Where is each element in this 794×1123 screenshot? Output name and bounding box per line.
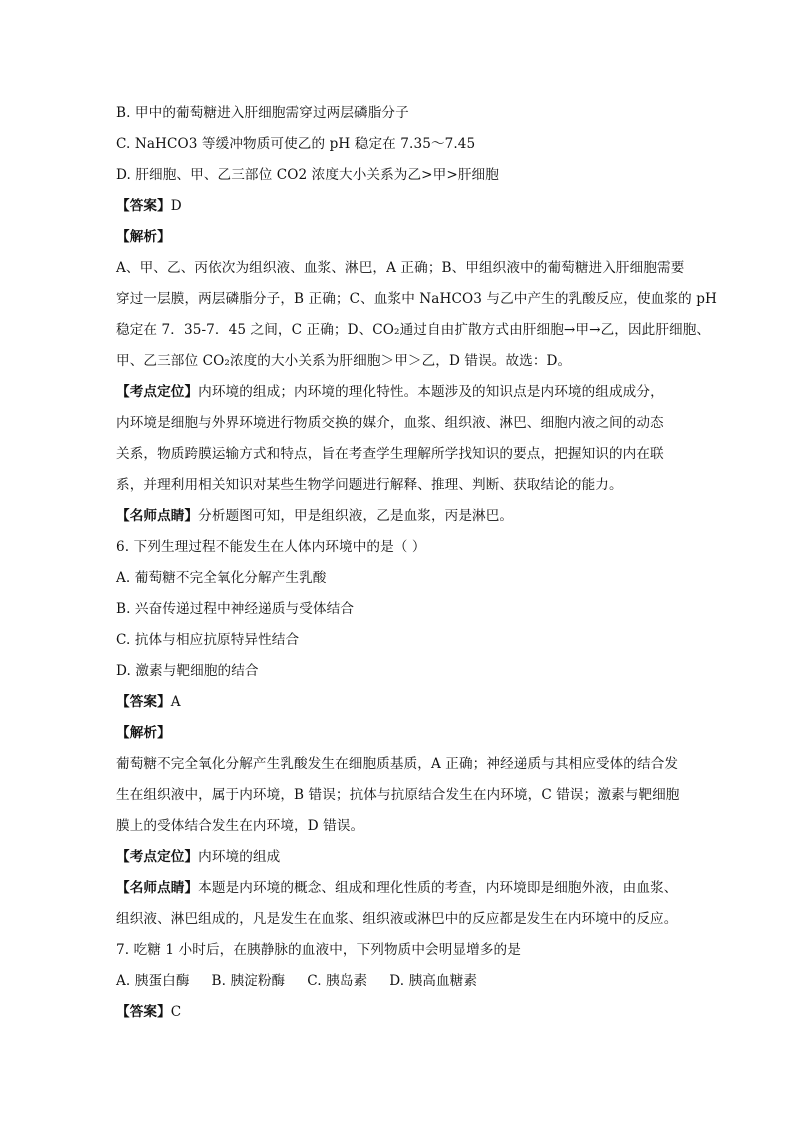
- answer-value: A: [170, 694, 181, 710]
- answer-label: 【答案】: [116, 1004, 171, 1020]
- answer-label: 【答案】: [116, 694, 171, 710]
- answer-value: D: [170, 198, 182, 214]
- mingshi-text: 分析题图可知，甲是组织液，乙是血浆，丙是淋巴。: [198, 508, 514, 524]
- q6-mingshi: [116, 878, 686, 898]
- q6-kaodian: [116, 847, 686, 867]
- kaodian-label: 【考点定位】: [116, 849, 199, 865]
- q5-option-d: D. 肝细胞、甲、乙三部位 CO2 浓度大小关系为乙>甲>肝细胞: [116, 167, 499, 183]
- q5-analysis-line: 甲、乙三部位 CO₂浓度的大小关系为肝细胞＞甲＞乙，D 错误。故选：D。: [116, 353, 572, 369]
- mingshi-text: 本题是内环境的概念、组成和理化性质的考查，内环境即是细胞外液，由血浆、: [198, 880, 678, 896]
- answer-label: 【答案】: [116, 198, 171, 214]
- q7-options: [116, 971, 686, 991]
- q6-analysis-line: 生在组织液中，属于内环境，B 错误；抗体与抗原结合发生在内环境，C 错误；激素与靶细胞: [116, 787, 680, 803]
- q6-analysis-line: 葡萄糖不完全氧化分解产生乳酸发生在细胞质基质，A 正确；神经递质与其相应受体的结合发: [116, 756, 679, 772]
- q5-kaodian: [116, 382, 686, 402]
- q7-option-b: B. 胰淀粉酶: [211, 973, 286, 989]
- q7-answer: [116, 1002, 686, 1022]
- q6-question: 6. 下列生理过程不能发生在人体内环境中的是（ ）: [116, 539, 426, 555]
- kaodian-text: 内环境的组成；内环境的理化特性。本题涉及的知识点是内环境的组成成分，: [198, 384, 664, 400]
- q6-option-a: A. 葡萄糖不完全氧化分解产生乳酸: [116, 570, 327, 586]
- mingshi-label: 【名师点睛】: [116, 880, 199, 896]
- q7-option-d: D. 胰高血糖素: [389, 973, 478, 989]
- q6-option-d: D. 激素与靶细胞的结合: [116, 663, 259, 679]
- q6-option-b: B. 兴奋传递过程中神经递质与受体结合: [116, 601, 355, 617]
- q5-mingshi: [116, 506, 686, 526]
- q6-analysis-label: 【解析】: [116, 725, 171, 741]
- q5-option-c: C. NaHCO3 等缓冲物质可使乙的 pH 稳定在 7.35～7.45: [116, 136, 476, 152]
- q5-analysis-label: 【解析】: [116, 229, 171, 245]
- q6-analysis-line: 膜上的受体结合发生在内环境，D 错误。: [116, 818, 365, 834]
- q7-option-a: A. 胰蛋白酶: [116, 973, 190, 989]
- q5-option-b: B. 甲中的葡萄糖进入肝细胞需穿过两层磷脂分子: [116, 105, 409, 121]
- q6-option-c: C. 抗体与相应抗原特异性结合: [116, 632, 300, 648]
- q7-question: 7. 吃糖 1 小时后，在胰静脉的血液中，下列物质中会明显增多的是: [116, 942, 521, 958]
- q5-analysis-line: 稳定在 7．35-7．45 之间，C 正确；D、CO₂通过自由扩散方式由肝细胞→甲→乙，因此肝细胞、: [116, 322, 711, 338]
- q5-kaodian-line: 关系，物质跨膜运输方式和特点，旨在考查学生理解所学找知识的要点，把握知识的内在联: [116, 446, 664, 462]
- q5-analysis-line: 穿过一层膜，两层磷脂分子，B 正确；C、血浆中 NaHCO3 与乙中产生的乳酸反应，使血浆的 pH: [116, 291, 717, 307]
- q6-mingshi-line: 组织液、淋巴组成的，凡是发生在血浆、组织液或淋巴中的反应都是发生在内环境中的反应。: [116, 911, 678, 927]
- q6-answer: [116, 692, 686, 712]
- answer-value: C: [170, 1004, 182, 1020]
- q5-answer: [116, 196, 686, 216]
- q5-analysis-line: A、甲、乙、丙依次为组织液、血浆、淋巴，A 正确；B、甲组织液中的葡萄糖进入肝细胞需要: [116, 260, 685, 276]
- kaodian-label: 【考点定位】: [116, 384, 199, 400]
- mingshi-label: 【名师点睛】: [116, 508, 199, 524]
- q5-kaodian-line: 内环境是细胞与外界环境进行物质交换的媒介，血浆、组织液、淋巴、细胞内液之间的动态: [116, 415, 664, 431]
- q5-kaodian-line: 系，并理利用相关知识对某些生物学问题进行解释、推理、判断、获取结论的能力。: [116, 477, 623, 493]
- q7-option-c: C. 胰岛素: [307, 973, 368, 989]
- kaodian-text: 内环境的组成: [198, 849, 281, 865]
